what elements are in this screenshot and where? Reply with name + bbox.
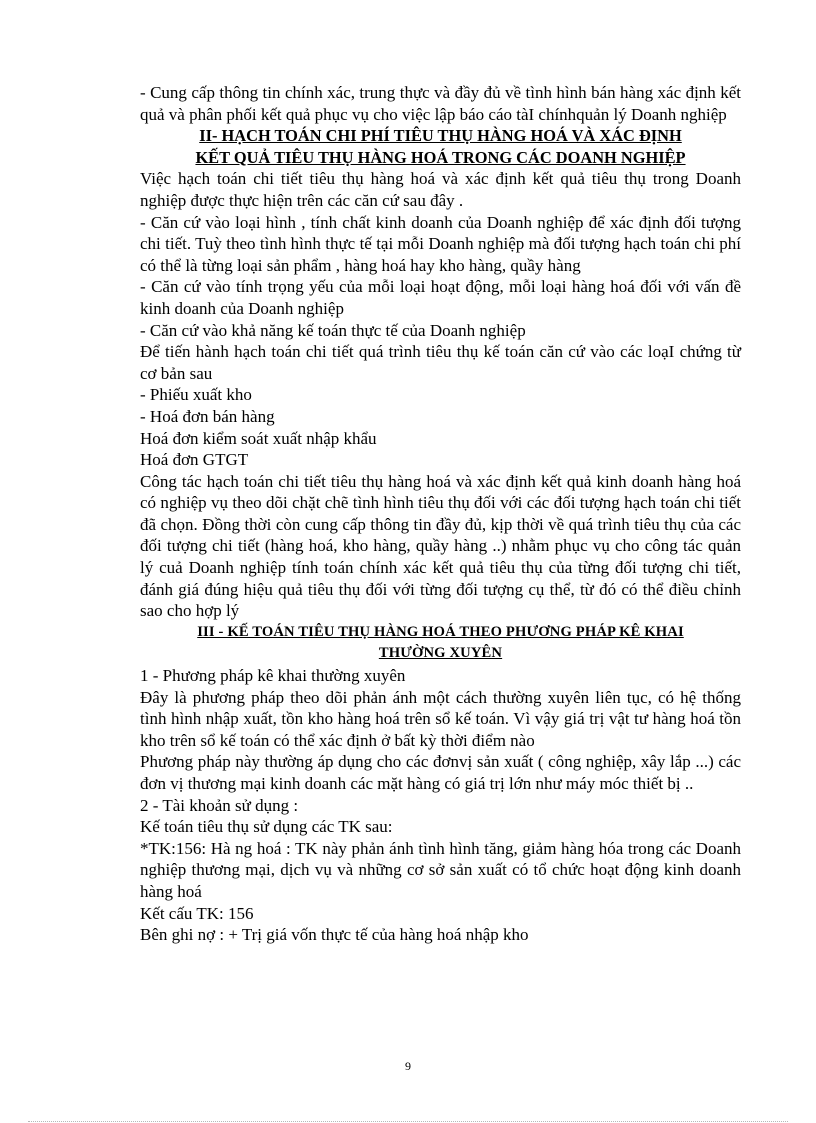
paragraph: Kết cấu TK: 156 — [140, 903, 254, 923]
document-body — [140, 82, 741, 946]
subheading: 1 - Phương pháp kê khai thường xuyên — [140, 666, 406, 686]
paragraph: Phương pháp này thường áp dụng cho các đơnvị sản xuất ( công nghiệp, xây lắp ...) các đơn vị thương mại kinh doanh các mặt hàng có giá trị lớn như máy móc thiết bị .. — [140, 752, 741, 793]
list-item: - Hoá đơn bán hàng — [140, 406, 275, 426]
paragraph: - Căn cứ vào tính trọng yếu của mỗi loại hoạt động, mỗi loại hàng hoá đối với vấn đề kinh doanh của Doanh nghiệp — [140, 277, 741, 318]
paragraph: Đây là phương pháp theo dõi phản ánh một cách thường xuyên liên tục, có hệ thống tình hình nhập xuất, tồn kho hàng hoá trên sổ kế toán. Vì vậy giá trị vật tư hàng hoá tồn kho trên sổ kế toán có thể xác định ở bất kỳ thời điểm nào — [140, 687, 741, 750]
paragraph: - Căn cứ vào loại hình , tính chất kinh doanh của Doanh nghiệp để xác định đối tượng chi tiết. Tuỳ theo tình hình thực tế tại mỗi Doanh nghiệp mà đối tượng hạch toán chi phí có thể là từng loại sản phẩm , hàng hoá hay kho hàng, quầy hàng — [140, 212, 741, 275]
section-2-heading-line-2: KẾT QUẢ TIÊU THỤ HÀNG HOÁ TRONG CÁC DOANH NGHIỆP — [195, 147, 686, 167]
paragraph: *TK:156: Hà ng hoá : TK này phản ánh tình hình tăng, giảm hàng hóa trong các Doanh nghiệp thương mại, dịch vụ và những cơ sở sản xuất có tổ chức hoạt động kinh doanh hàng hoá — [140, 838, 741, 901]
list-item: - Phiếu xuất kho — [140, 385, 252, 405]
paragraph: Để tiến hành hạch toán chi tiết quá trình tiêu thụ kế toán căn cứ vào các loạI chứng từ cơ bản sau — [140, 342, 741, 383]
section-3-heading-line-1: III - KẾ TOÁN TIÊU THỤ HÀNG HOÁ THEO PHƯƠNG PHÁP KÊ KHAI — [197, 623, 684, 640]
page-number: 9 — [405, 1059, 411, 1073]
paragraph: Công tác hạch toán chi tiết tiêu thụ hàng hoá và xác định kết quả kinh doanh hàng hoá có nghiệp vụ theo dõi chặt chẽ tình hình tiêu thụ đối với các đối tượng hạch toán chi tiết đã chọn. Đồng thời còn cung cấp thông tin đầy đủ, kịp thời về quá trình tiêu thụ của các đối tượng chi tiết (hàng hoá, kho hàng, quầy hàng ..) nhằm phục vụ cho công tác quản lý cuả Doanh nghiệp tính toán chính xác kết quả tiêu thụ của từng đối tượng chi tiết, đánh giá đúng hiệu quả tiêu thụ đối với từng đối tượng cụ thể, từ đó có thể điều chỉnh sao cho hợp lý — [140, 471, 741, 621]
list-item: Hoá đơn GTGT — [140, 450, 249, 470]
paragraph: - Căn cứ vào khả năng kế toán thực tế của Doanh nghiệp — [140, 320, 526, 340]
paragraph: Kế toán tiêu thụ sử dụng các TK sau: — [140, 817, 393, 837]
intro-paragraph: - Cung cấp thông tin chính xác, trung thực và đầy đủ về tình hình bán hàng xác định kết quả và phân phối kết quả phục vụ cho việc lập báo cáo tàI chínhquản lý Doanh nghiệp — [140, 83, 741, 124]
paragraph: Bên ghi nợ : + Trị giá vốn thực tế của hàng hoá nhập kho — [140, 925, 529, 945]
page-bottom-divider — [28, 1121, 788, 1122]
subheading: 2 - Tài khoản sử dụng : — [140, 795, 299, 815]
list-item: Hoá đơn kiểm soát xuất nhập khẩu — [140, 428, 377, 448]
paragraph: Việc hạch toán chi tiết tiêu thụ hàng hoá và xác định kết quả tiêu thụ trong Doanh nghiệp được thực hiện trên các căn cứ sau đây . — [140, 169, 741, 210]
section-2-heading-line-1: II- HẠCH TOÁN CHI PHÍ TIÊU THỤ HÀNG HOÁ VÀ XÁC ĐỊNH — [199, 126, 682, 146]
section-3-heading-line-2: THƯỜNG XUYÊN — [378, 645, 503, 662]
